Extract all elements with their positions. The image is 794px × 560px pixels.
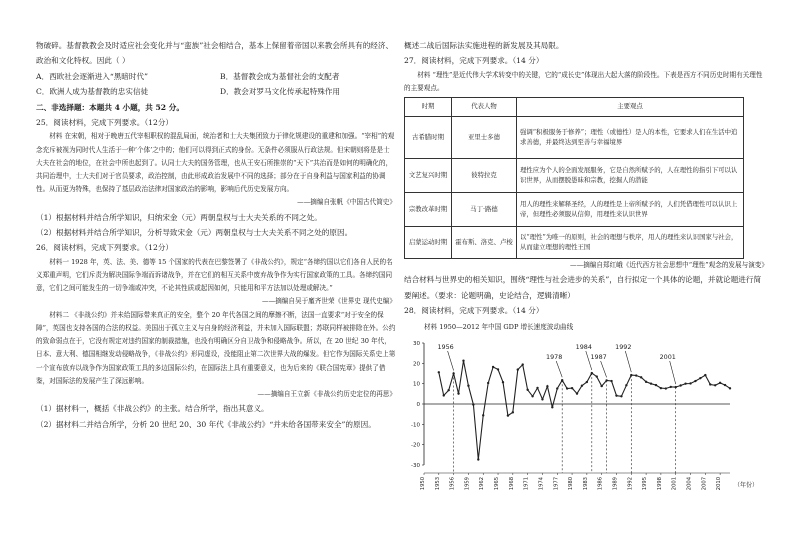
chart-layer — [411, 341, 758, 490]
q26-material-1: 材料一 1928 年，英、法、美、德等 15 个国家的代表在巴黎签署了《非战公约》，规定“各缔约国以它们各自人民的名义郑重声明，它们斥责为解决国际争端而诉诸战争，并在它们的相互关系中废弃战争作为实行国家政策的工具。各缔约国同意，它们之间可能发生的一切争端或冲突，不论其性质或起因如何，只能用和平方法加以处理或解决。” — [36, 257, 393, 293]
gdp-data-point — [462, 359, 464, 361]
x-tick-label: 1998 — [656, 476, 663, 490]
table-row — [405, 117, 744, 159]
y-tick-label: -10 — [411, 421, 420, 428]
x-tick-label: 1965 — [494, 476, 501, 490]
gdp-data-point — [477, 458, 479, 460]
x-tick-label: 1983 — [582, 476, 589, 490]
gdp-data-point — [679, 384, 681, 386]
annotation-label: 2001 — [659, 352, 676, 361]
q25-heading: 25．阅读材料，完成下列要求。（12分） — [36, 118, 174, 128]
x-tick-label: 1953 — [434, 476, 441, 490]
q25-requirement-2: （2）根据材料并结合所学知识，分析导致宋金（元）两朝皇权与士大夫关系不同之处的原因。 — [36, 228, 353, 238]
gdp-data-point — [655, 384, 657, 386]
annotation-label: 1978 — [546, 352, 563, 361]
gdp-data-point — [660, 387, 662, 389]
table-row — [405, 159, 744, 193]
table-cell-period: 启蒙运动时期 — [405, 227, 452, 259]
gdp-data-point — [438, 371, 440, 373]
q25-requirement-1: （1）根据材料并结合所学知识，归纳宋金（元）两朝皇权与士大夫关系的不同之处。 — [36, 212, 322, 222]
q25-material: 材料 在宋朝，相对于晚唐五代宰相职权的混乱局面，统治者和士大夫集团致力于律化规建设的重建和加强。“宰相”的观念充斥被视为同时代人生活于一种‘个体’之中的；他们可以得到正式的身份。无条件必须服从行政法规。但宋朝则将是是士大夫在社会的地位，在社会中所也起到了。认同士大夫的国务管理，也从王安石所推崇的“天下”共治而是如何的明确化的，共同治理中，士大夫们对于官员要求，政治控制，由此形成政治发展中不同的选择；部分在于自身利益与国家利益的协调性。从而更为特殊，也保持了基层政治法律对国家政治的影响，影响后代历史发展方向。 — [36, 132, 395, 194]
table-cell-period: 宗教改革时期 — [405, 193, 452, 227]
gdp-data-point — [571, 387, 573, 389]
gdp-data-point — [670, 385, 672, 387]
q26-material-2: 材料二 《非战公约》并未给国际带来真正的安全，整个 20 年代各国之间的摩擦不断，法国一直要求“对于安全的保障”，英国也支持各国的合法的权益。美国出于孤立主义与自身的经济利益，并未加入国际联盟；苏联同样被排除在外。公约的致命弱点在于，它没有规定对违约国家的制裁措施，也没有明确区分自卫战争和侵略战争。所以，在 20 世纪 30 年代，日本、意大利、德国相继发动侵略战争，《非战公约》形同虚设，没能阻止第二次世界大战的爆发。但它作为国际关系史上第一个宣布放弃以战争作为国家政策工具的多边国际公约，在国际法上具有重要意义，也为后来的《联合国宪章》提供了借鉴，对国际法的发展产生了深远影响。 — [36, 310, 396, 385]
option-a[interactable]: A．西欧社会逐渐进入“黑暗时代” — [36, 71, 148, 81]
gdp-data-point — [551, 406, 553, 408]
x-tick-label: 1989 — [612, 476, 619, 490]
x-tick-label: 1995 — [642, 476, 649, 490]
gdp-data-point — [719, 381, 721, 383]
gdp-data-point — [729, 387, 731, 389]
gdp-data-point — [714, 384, 716, 386]
table-cell-period: 文艺复兴时期 — [405, 159, 452, 193]
y-tick-label: 10 — [413, 381, 420, 388]
table-cell-view: 用人的理性来解释圣经，人的理性是上帝所赋予的，人们凭借理性可以认识上帝，但理性必须服从信仰，用理性来认识世界 — [517, 193, 744, 227]
annotation-arrow — [625, 351, 631, 372]
annotation-label: 1987 — [590, 352, 607, 361]
table-row — [405, 227, 744, 259]
gdp-data-point — [709, 383, 711, 385]
gdp-data-point — [689, 382, 691, 384]
q27-heading: 27．阅读材料，完成下列要求。（14 分） — [404, 56, 544, 66]
table-cell-view: 理性应为个人的全面发展服务，它是自然所赋予的，人在理性的指引下可以认识世界，从而摆脱愚昧和宗教，挖掘人的潜能 — [517, 159, 744, 193]
q26-material-2-source: ——摘编自王立新《非战公约历史定位的再思》 — [257, 389, 396, 398]
x-tick-label: 1962 — [479, 476, 486, 490]
q28-heading: 28．阅读材料，完成下列要求。（14 分） — [404, 306, 544, 316]
table-header-person: 代表人物 — [452, 98, 517, 117]
x-tick-label: 1950 — [420, 476, 426, 490]
table-header-row — [405, 98, 744, 117]
annotation-arrow — [448, 351, 454, 371]
x-tick-label: 2010 — [716, 476, 723, 490]
q26-requirement-1: （1）据材料一，概括《非战公约》的主张。结合所学，指出其意义。 — [36, 404, 269, 414]
gdp-data-point — [566, 387, 568, 389]
x-tick-label: 1971 — [523, 476, 530, 490]
gdp-data-point — [482, 414, 484, 416]
gdp-data-point — [531, 395, 533, 397]
gdp-data-point — [635, 374, 637, 376]
table-cell-person: 霍布斯、洛克、卢梭 — [452, 227, 517, 259]
question-continuation: 物破碎。基督教教会及时适应社会变化并与“蛮族”社会相结合，基本上保留着帝国以来教会所具有的经济、政治和文化特权。因此（ ） — [36, 41, 394, 66]
option-c[interactable]: C．欧洲人成为基督教的忠实信徒 — [36, 87, 149, 97]
annotation-label: 1984 — [575, 342, 592, 351]
x-tick-label: 2004 — [686, 476, 693, 490]
q27-requirement: 结合材料与世界史的相关知识，围绕“理性与社会进步的关系”，自行拟定一个具体的论题，并就论题进行简要阐述。（要求：论题明确，史论结合，逻辑清晰） — [404, 275, 762, 300]
x-tick-label: 2001 — [671, 476, 678, 490]
gdp-data-point — [640, 376, 642, 378]
table-cell-period: 古希腊时期 — [405, 117, 452, 159]
reason-table — [404, 97, 744, 259]
q26-heading: 26．阅读材料，完成下列要求。（12分） — [36, 243, 174, 253]
table-cell-view: 以“理性”为唯一的原则，社会的理想与秩序，用人的理性来认识国家与社会，从而建立理想的理性王国 — [517, 227, 744, 259]
gdp-data-point — [487, 381, 489, 383]
annotation-label: 1992 — [615, 342, 632, 351]
gdp-data-point — [512, 411, 514, 413]
gdp-data-point — [447, 389, 449, 391]
y-tick-label: 30 — [413, 340, 420, 347]
annotation-arrow — [556, 361, 562, 377]
gdp-data-point — [610, 379, 612, 381]
option-d[interactable]: D．教会对罗马文化传承起特殊作用 — [220, 87, 340, 97]
left-column — [36, 38, 396, 432]
gdp-data-point — [620, 395, 622, 397]
x-tick-label: 1977 — [553, 476, 560, 490]
table-cell-person: 亚里士多德 — [452, 117, 517, 159]
gdp-data-point — [526, 388, 528, 390]
q26-material-1-source: ——摘编自吴于廑齐世荣《世界史 现代史编》 — [262, 297, 396, 306]
x-tick-label: 1980 — [568, 476, 575, 490]
gdp-data-point — [443, 394, 445, 396]
section-heading: 二、非选择题：本题共 4 小题，共 52 分。 — [36, 102, 184, 112]
table-cell-view: 强调“积极服务于修养”；理性（或德性）是人的本性，它要求人们在生活中追求善德，并最终达到至善与幸福境界 — [517, 117, 744, 159]
x-tick-label: 1968 — [508, 476, 515, 490]
gdp-data-point — [650, 382, 652, 384]
x-tick-label: 2007 — [701, 476, 708, 490]
gdp-data-point — [467, 384, 469, 386]
gdp-data-point — [576, 392, 578, 394]
gdp-data-point — [600, 385, 602, 387]
annotation-arrow — [601, 361, 607, 377]
x-axis-label: （年份） — [734, 481, 759, 489]
gdp-growth-chart — [404, 333, 764, 501]
gdp-data-point — [556, 387, 558, 389]
x-tick-label: 1956 — [449, 476, 456, 490]
gdp-data-point — [457, 392, 459, 394]
x-tick-label: 1959 — [464, 476, 471, 490]
x-tick-label: 1992 — [627, 476, 634, 490]
gdp-data-point — [581, 384, 583, 386]
gdp-data-point — [497, 368, 499, 370]
chart-caption: 材料 1950—2012 年中国 GDP 增长速度波动曲线 — [424, 322, 574, 331]
gdp-data-point — [472, 403, 474, 405]
gdp-data-point — [615, 394, 617, 396]
table-cell-person: 彼特拉克 — [452, 159, 517, 193]
q27-material: 材料 “理性”是近代伟大学术转变中的关键，它的“成长史”体现出大起大落的阶段性。下表是西方不同历史时期有关理性的主要观点。 — [404, 70, 763, 93]
gdp-data-point — [724, 384, 726, 386]
gdp-series-line — [439, 360, 730, 459]
gdp-data-point — [684, 382, 686, 384]
gdp-data-point — [665, 387, 667, 389]
table-row — [405, 193, 744, 227]
y-tick-label: 20 — [413, 360, 420, 367]
annotation-arrow — [670, 361, 676, 384]
table-header-period: 时期 — [405, 98, 452, 117]
gdp-data-point — [541, 398, 543, 400]
gdp-data-point — [536, 386, 538, 388]
x-tick-label: 1974 — [538, 476, 545, 490]
gdp-data-point — [502, 381, 504, 383]
q27-source: ——摘编自郑红峨《近代西方社会思想中“理性”观念的发展与演变》 — [570, 261, 768, 270]
table-cell-person: 马丁·路德 — [452, 193, 517, 227]
answer-options — [36, 69, 396, 100]
gdp-data-point — [694, 379, 696, 381]
x-tick-label: 1986 — [597, 476, 604, 490]
q26-requirement-2: （2）据材料二并结合所学，分析 20 世纪 20、30 年代《非战公约》“并未给各国带来安全”的原因。 — [36, 419, 376, 429]
gdp-data-point — [546, 385, 548, 387]
right-column — [404, 38, 768, 505]
option-b[interactable]: B．基督教会成为基督社会的支配者 — [220, 71, 340, 81]
gdp-data-point — [522, 363, 524, 365]
y-tick-label: -30 — [411, 462, 420, 469]
annotation-label: 1956 — [437, 342, 454, 351]
gdp-data-point — [492, 365, 494, 367]
gdp-data-point — [699, 377, 701, 379]
y-tick-label: -20 — [411, 442, 420, 449]
gdp-data-point — [507, 414, 509, 416]
gdp-data-point — [596, 375, 598, 377]
y-tick-label: 0 — [416, 401, 420, 408]
gdp-data-point — [517, 368, 519, 370]
table-header-view: 主要观点 — [517, 98, 744, 117]
gdp-data-point — [645, 380, 647, 382]
gdp-data-point — [586, 380, 588, 382]
q25-source: ——摘编自张帆《中国古代简史》 — [297, 198, 396, 207]
gdp-data-point — [704, 374, 706, 376]
q26-continuation: 概述二战后国际法实施进程的新发展及其局限。 — [404, 41, 564, 50]
gdp-data-point — [625, 384, 627, 386]
